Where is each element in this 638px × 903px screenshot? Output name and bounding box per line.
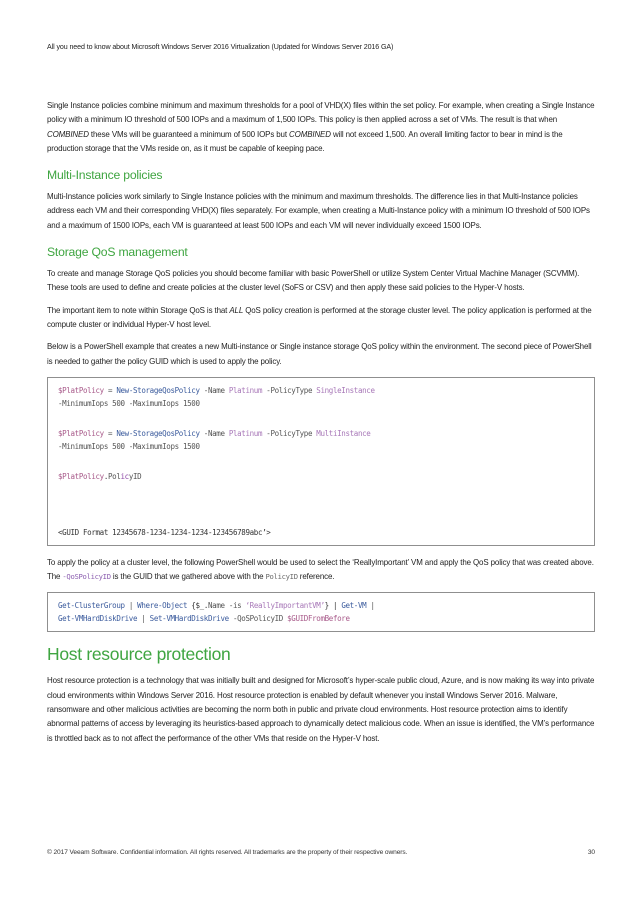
code-parameter: -QoSPolicyID [228,614,288,624]
powershell-code-block-1 [47,377,595,546]
code-spacer [58,410,584,427]
host-resource-protection-paragraph: Host resource protection is a technology that was initially built and designed for Microsoft’s hyper-scale public cloud, Azure, and is now making its way into private cloud environments within Windows Server 2016. Host resource protection is enabled by default whenever you install Windows Server 2016. Malware, ransomware and other malicious activities are becoming the norm both in public and private cloud environments. Host resource protection aims to identify abnormal patterns of access by leveraging its heuristics-based approach to dynamically detect malicious code. When an issue is identified, the VM’s performance is throttled back as to not affect the performance of the other VMs that reside on the Hyper-V host. [47,676,595,743]
intro-text-c: will not exceed 1,500. An overall limiting factor to bear in mind is the production storage that the VMs reside on, as it must be capable of keeping pace. [47,129,563,153]
code-parameter: -PolicyType [262,385,317,395]
intro-emphasis-2: COMBINED [289,129,331,139]
page-content [47,99,595,754]
code-command: New-StorageQosPolicy [116,428,200,438]
code-operator: | [124,601,138,611]
code-value: Platinum [228,428,263,438]
code-operator: | [137,614,150,624]
inline-code-qospolicyid: -QoSPolicyID [62,572,111,582]
code-line [58,612,584,625]
page-number: 30 [587,849,595,856]
code-parameter: -PolicyType [262,428,317,438]
apply-policy-paragraph [47,556,595,585]
copyright-notice: © 2017 Veeam Software. Confidential information. All rights reserved. All trademarks are the property of their respective owners. [47,849,408,856]
code-line [58,470,584,483]
code-spacer [58,509,584,526]
code-line [58,599,584,612]
storage-qos-heading: Storage QoS management [47,245,188,260]
code-operator: | [366,601,375,611]
intro-text-a: Single Instance policies combine minimum and maximum thresholds for a pool of VHD(X) files within the set policy. For example, when creating a Single Instance policy with a minimum IO threshold of 500 IOPs and a maximum of 1,500 IOPs. This policy is then applied across a set of VMs. The result is that when [47,101,595,125]
code-property: yID [128,471,142,481]
intro-text-b: these VMs will be guaranteed a minimum of 500 IOPs but [88,129,290,139]
code-command: Get-ClusterGroup [58,601,125,611]
code-variable: $PlatPolicy [58,428,104,438]
code-parameter: -Name [199,428,229,438]
storage-p2-emphasis: ALL [229,305,244,315]
code-operator: {$_. [187,601,208,611]
storage-qos-paragraph-2 [47,304,595,333]
code-property: Name [207,601,225,611]
code-property: ic [120,471,129,481]
code-line: -MinimumIops 500 -MaximumIops 1500 [58,441,200,451]
code-command: Set-VMHardDiskDrive [149,614,229,624]
apply-text-c: reference. [297,572,335,582]
storage-qos-paragraph-3: Below is a PowerShell example that creates a new Multi-instance or Single instance storage QoS policy within the environment. The second piece of PowerShell is needed to gather the policy GUID which is used to apply the policy. [47,342,592,366]
code-parameter: -is [224,601,246,611]
code-variable: $PlatPolicy [58,385,104,395]
code-operator: . [103,471,108,481]
code-value: ‘ReallyImportantVM’ [245,601,325,611]
storage-qos-paragraph-1: To create and manage Storage QoS policies you should become familiar with basic PowerShell or utilize System Center Virtual Machine Manager (SCVMM). These tools are used to define and create policies at the cluster level (SoFS or CSV) and then apply these said policies to the Hyper-V hosts. [47,269,580,293]
code-spacer [58,496,584,509]
code-value: MultiInstance [316,428,371,438]
code-variable: $GUIDFromBefore [287,614,350,624]
code-operator: = [103,428,117,438]
code-line: <GUID Format 12345678-1234-1234-1234-123456789abc’> [58,527,271,537]
page-footer [47,849,595,856]
intro-emphasis-1: COMBINED [47,129,89,139]
code-command: Get-VM [341,601,367,611]
multi-instance-heading: Multi-Instance policies [47,168,163,183]
storage-p2-text-b: QoS policy creation is performed at the storage cluster level. The policy application is performed at the compute cluster or individual Hyper-V host level. [47,305,592,329]
code-variable: $PlatPolicy [58,471,104,481]
code-command: Get-VMHardDiskDrive [58,614,138,624]
code-property: Pol [108,471,121,481]
apply-text-a: To apply the policy at a cluster level, the following PowerShell would be used to select the ‘ReallyImportant’ VM and apply the QoS policy that was created above. The [47,557,594,582]
code-line: -MinimumIops 500 -MaximumIops 1500 [58,398,200,408]
storage-p2-text-a: The important item to note within Storage QoS is that [47,305,230,315]
running-header: All you need to know about Microsoft Windows Server 2016 Virtualization (Updated for Windows Server 2016 GA) [47,43,394,51]
code-spacer [58,453,584,470]
code-line [58,427,584,440]
code-operator: = [103,385,117,395]
powershell-code-block-2 [47,592,595,632]
code-parameter: -Name [199,385,229,395]
code-operator: } | [324,601,342,611]
host-resource-protection-heading: Host resource protection [47,644,231,665]
code-command: New-StorageQosPolicy [116,385,200,395]
code-line [58,384,584,397]
code-value: Platinum [228,385,263,395]
code-value: SingleInstance [316,385,375,395]
code-command: Where-Object [137,601,188,611]
intro-paragraph [47,99,595,156]
apply-text-b: is the GUID that we gathered above with the [110,572,266,582]
multi-instance-paragraph: Multi-Instance policies work similarly to Single Instance policies with the minimum and maximum thresholds. The difference lies in that Multi-Instance policies address each VM and their corresponding VHD(X) files separately. For example, when creating a Multi-Instance policy with a minimum IO threshold of 500 IOPs and a maximum of 1500 IOPs, each VM is guaranteed at least 500 IOPs and each VM will never individually exceed 1500 IOPs. [47,192,590,230]
code-spacer [58,483,584,496]
inline-code-policyid: PolicyID [265,572,298,582]
